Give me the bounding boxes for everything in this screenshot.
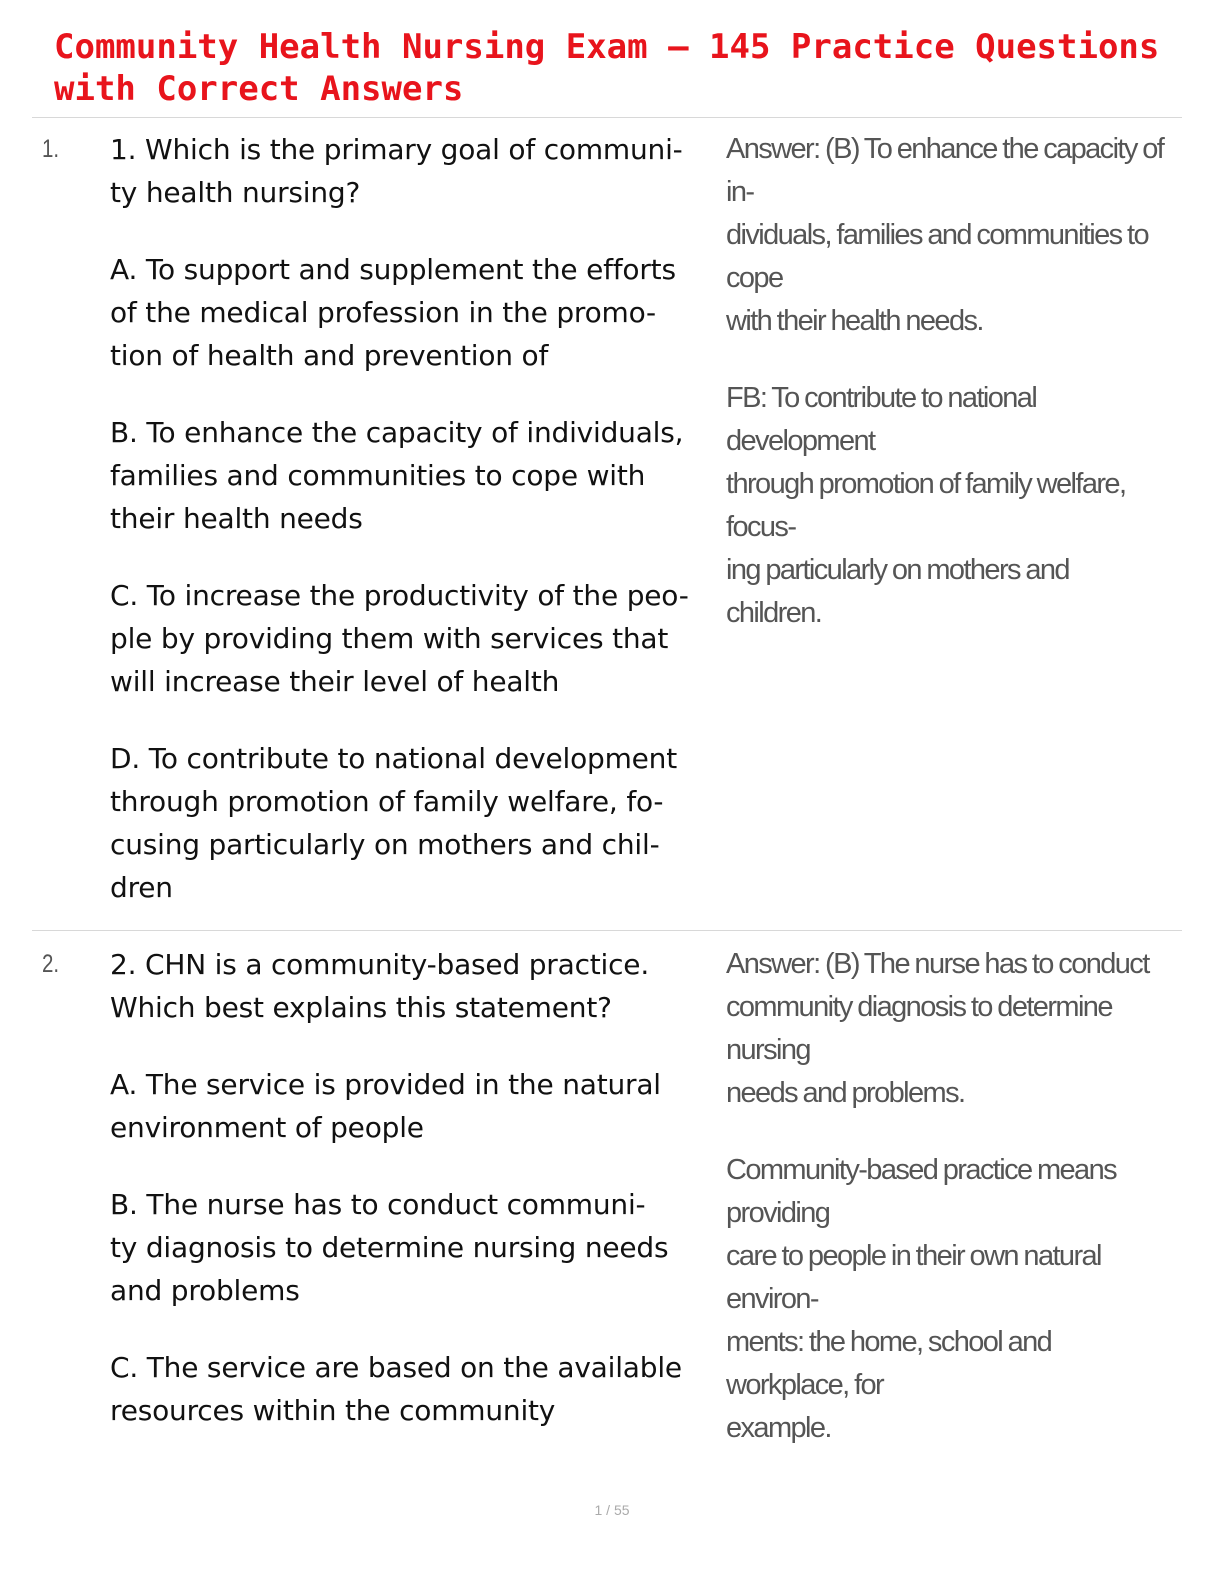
- document-title: Community Health Nursing Exam – 145 Practice Questions with Correct Answers: [54, 27, 1160, 109]
- answer-column: [726, 128, 1166, 669]
- title-divider: [32, 117, 1182, 118]
- option-c: C. To increase the productivity of the peo- ple by providing them with services that will increase their level of health: [110, 579, 689, 698]
- question-text: 2. CHN is a community-based practice. Which best explains this statement?: [110, 948, 650, 1024]
- question-item-2: [0, 943, 1224, 1483]
- answer-text: Answer: (B) The nurse has to conduct community diagnosis to determine nursing needs and problems.: [726, 948, 1149, 1109]
- option-a: A. To support and supplement the efforts of the medical profession in the promo- tion of health and prevention of: [110, 253, 676, 372]
- page-indicator: 1 / 55: [594, 1502, 630, 1518]
- question-number: 1.: [42, 135, 60, 163]
- question-number: 2.: [42, 950, 60, 978]
- question-divider: [32, 930, 1182, 931]
- option-b: B. The nurse has to conduct communi- ty diagnosis to determine nursing needs and problems: [110, 1188, 669, 1307]
- question-text: 1. Which is the primary goal of communi- ty health nursing?: [110, 133, 683, 209]
- option-b: B. To enhance the capacity of individuals, families and communities to cope with their health needs: [110, 416, 684, 535]
- question-content: [110, 943, 722, 1466]
- question-item-1: [0, 128, 1224, 918]
- option-c: C. The service are based on the available resources within the community: [110, 1351, 682, 1427]
- explanation-text: Community-based practice means providing care to people in their own natural environ- ments: the home, school and workplace, for example.: [726, 1154, 1117, 1444]
- option-a: A. The service is provided in the natural environment of people: [110, 1068, 661, 1144]
- question-content: [110, 128, 722, 943]
- answer-text: Answer: (B) To enhance the capacity of in- dividuals, families and communities to cope with their health needs.: [726, 133, 1164, 337]
- option-d: D. To contribute to national development through promotion of family welfare, fo- cusing particularly on mothers and chil- dren: [110, 742, 677, 904]
- explanation-text: FB: To contribute to national development through promotion of family welfare, focus- ing particularly on mothers and children.: [726, 382, 1126, 629]
- answer-column: [726, 943, 1166, 1484]
